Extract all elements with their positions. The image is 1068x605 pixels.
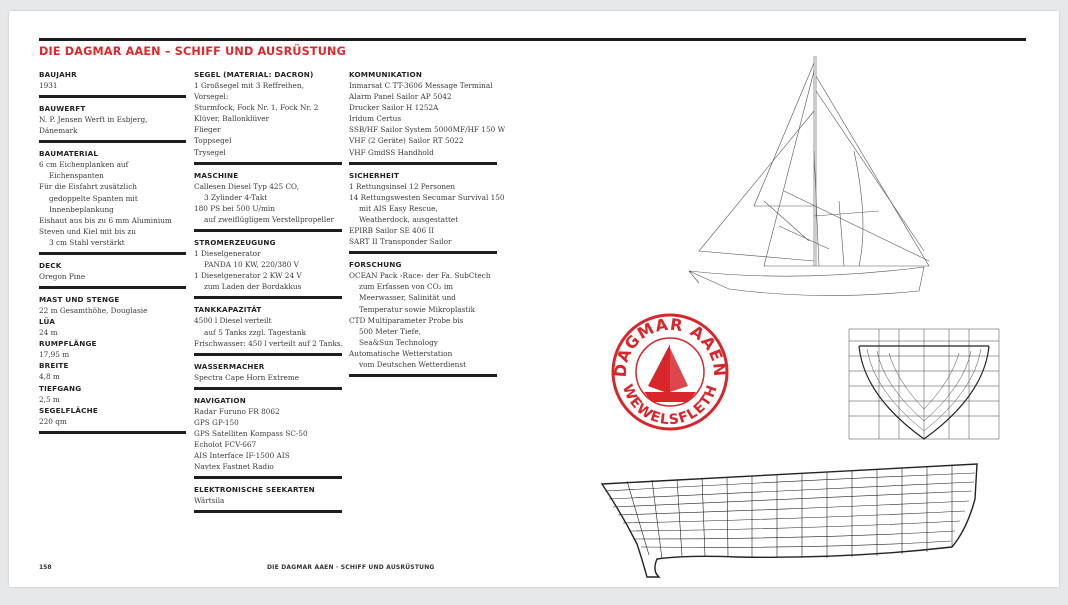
spec-line: Iridum Certus (349, 114, 402, 124)
stamp-top-text: DAGMAR AAEN (610, 314, 730, 378)
spec-heading: TIEFGANG (39, 383, 82, 393)
spec-line: Alarm Panel Sailor AP 5042 (349, 92, 452, 102)
spec-section-forschung (349, 259, 497, 377)
spec-heading: DECK (39, 261, 62, 271)
spec-line: 24 m (39, 328, 58, 338)
spec-column-2 (194, 69, 342, 518)
body-plan-drawing (819, 321, 1014, 451)
stamp-bottom-text: WEWELSFLETH (618, 382, 721, 429)
spec-line: 1 Großsegel mit 3 Reffreihen, (194, 81, 304, 90)
section-divider (349, 251, 497, 254)
spec-line: Wärtsila (194, 496, 225, 506)
section-divider (194, 476, 342, 479)
spec-line: Navtex Fastnet Radio (194, 462, 274, 472)
section-divider (39, 252, 186, 255)
spec-section-stromerzeugung (194, 237, 342, 299)
spec-line: N. P. Jensen Werft in Esbjerg, (39, 115, 148, 125)
section-divider (39, 95, 186, 98)
section-divider (194, 296, 342, 299)
section-divider (39, 286, 186, 289)
spec-line: Toppsegel (194, 136, 232, 146)
spec-heading: ELEKTRONISCHE SEEKARTEN (194, 485, 315, 495)
spec-line: CTD Multiparameter Probe bis (349, 315, 464, 325)
spec-heading: BREITE (39, 361, 69, 371)
spec-line: VHF GmdSS Handhold (349, 147, 434, 157)
section-divider (349, 162, 497, 165)
spec-line: 1931 (39, 81, 58, 90)
spec-line: 220 qm (39, 416, 67, 426)
spec-line: 14 Rettungswesten Secumar Survival 150 (349, 192, 505, 202)
spec-line: Weatherdock, ausgestattet (359, 214, 459, 224)
spec-line: SSB/HF Sailor System 5000MF/HF 150 W (349, 125, 506, 135)
spec-line: Radar Furuno FR 8062 (194, 406, 280, 416)
spec-line: 6 cm Eichenplanken auf (39, 160, 129, 170)
spec-heading: MASCHINE (194, 170, 239, 180)
spec-line: zum Laden der Bordakkus (204, 282, 302, 292)
section-divider (194, 353, 342, 356)
spec-section-segelfläche (39, 405, 186, 434)
spec-line: Innenbeplankung (49, 204, 114, 214)
spec-section-elektronische-seekarten (194, 484, 342, 513)
spec-heading: FORSCHUNG (349, 260, 402, 270)
spec-line: Vorsegel: (194, 92, 229, 102)
spec-column-3 (349, 69, 506, 382)
top-rule (39, 38, 1026, 41)
spec-heading: TANKKAPAZITÄT (194, 305, 262, 315)
spec-line: AIS Interface IF-1500 AIS (194, 451, 290, 461)
spec-heading: STROMERZEUGUNG (194, 238, 276, 248)
spec-line: Temperatur sowie Mikroplastik (359, 304, 476, 314)
spec-line: 3 cm Stahl verstärkt (49, 237, 125, 247)
spec-line: Echolot FCV-667 (194, 440, 257, 450)
spec-heading: LÜA (39, 317, 56, 327)
spec-line: 1 Dieselgenerator 2 KW 24 V (194, 271, 302, 281)
spec-line: EPIRB Sailor SE 406 II (349, 226, 435, 236)
spec-line: Steven und Kiel mit bis zu (39, 226, 136, 236)
section-divider (194, 510, 342, 513)
spec-line: Trysegel (194, 147, 226, 157)
spec-section-kommunikation (349, 69, 506, 165)
spec-section-navigation (194, 395, 342, 480)
spec-line: 1 Dieselgenerator (194, 249, 261, 259)
spec-line: 1 Rettungsinsel 12 Personen (349, 181, 456, 191)
spec-heading: NAVIGATION (194, 395, 246, 405)
spec-line: Klüver, Ballonklüver (194, 114, 270, 124)
spec-section-baumaterial (39, 148, 186, 255)
spec-line: Eishaut aus bis zu 6 mm Aluminium (39, 215, 172, 225)
page-title: DIE DAGMAR AAEN – SCHIFF UND AUSRÜSTUNG (39, 45, 346, 58)
spec-section-mast-und-stenge (39, 294, 186, 316)
spec-line: vom Deutschen Wetterdienst (359, 359, 467, 369)
spec-line: 4,8 m (39, 372, 60, 382)
spec-line: PANDA 10 KW, 220/380 V (204, 260, 299, 270)
spec-heading: BAUMATERIAL (39, 149, 99, 159)
spec-line: mit AIS Easy Rescue, (359, 203, 438, 213)
spec-heading: BAUWERFT (39, 104, 86, 114)
spec-section-maschine (194, 170, 342, 232)
spec-line: Inmarsat C TT-3606 Message Terminal (349, 81, 493, 90)
spec-section-tiefgang (39, 383, 186, 405)
spec-heading: SEGEL (MATERIAL: DACRON) (194, 70, 314, 79)
spec-section-tankkapazität (194, 304, 342, 355)
spec-line: GPS GP-150 (194, 417, 239, 427)
spec-line: SART II Transponder Sailor (349, 237, 452, 247)
lines-plan-drawing (597, 459, 992, 584)
spec-line: 2,5 m (39, 394, 60, 404)
spec-line: 500 Meter Tiefe, (359, 326, 421, 336)
section-divider (39, 431, 186, 434)
book-page (9, 11, 1059, 587)
spec-line: Sturmfock, Fock Nr. 1, Fock Nr. 2 (194, 103, 319, 113)
spec-line: Oregon Pine (39, 272, 86, 282)
spec-heading: SEGELFLÄCHE (39, 405, 98, 415)
spec-heading: WASSERMACHER (194, 361, 265, 371)
spec-section-wassermacher (194, 361, 342, 390)
spec-heading: RUMPFLÄNGE (39, 339, 97, 349)
spec-section-lüa (39, 316, 186, 338)
spec-line: GPS Satelliten Kompass SC-50 (194, 428, 308, 438)
spec-line: 17,95 m (39, 350, 70, 360)
spec-line: auf zweiflügligem Verstellpropeller (204, 214, 335, 224)
spec-line: Spectra Cape Horn Extreme (194, 372, 300, 382)
section-divider (349, 374, 497, 377)
section-divider (194, 229, 342, 232)
spec-line: Automatische Wetterstation (349, 348, 453, 358)
spec-line: zum Erfassen von CO₂ im (359, 282, 454, 292)
spec-line: OCEAN Pack ›Race‹ der Fa. SubCtech (349, 271, 491, 281)
spec-line: VHF (2 Geräte) Sailor RT 5022 (349, 136, 464, 146)
spec-line: Dänemark (39, 126, 78, 136)
spec-line: Eichenspanten (49, 171, 104, 181)
dagmar-aaen-stamp (604, 306, 734, 436)
spec-line: 22 m Gesamthöhe, Douglasie (39, 306, 148, 316)
spec-line: Drucker Sailor H 1252A (349, 103, 439, 113)
running-footer-title: DIE DAGMAR AAEN · SCHIFF UND AUSRÜSTUNG (267, 564, 435, 571)
spec-section-baujahr (39, 69, 186, 98)
section-divider (39, 140, 186, 143)
spec-heading: MAST UND STENGE (39, 295, 120, 305)
spec-line: 180 PS bei 500 U/min (194, 203, 275, 213)
spec-heading: BAUJAHR (39, 70, 77, 79)
spec-column-1 (39, 69, 186, 439)
spec-heading: KOMMUNIKATION (349, 70, 423, 79)
spec-section-deck (39, 260, 186, 289)
spec-section-sicherheit (349, 170, 505, 255)
spec-heading: SICHERHEIT (349, 170, 400, 180)
spec-section-breite (39, 360, 186, 382)
spec-line: 4500 l Diesel verteilt (194, 316, 272, 326)
spec-line: Sea&Sun Technology (359, 337, 438, 347)
section-divider (194, 387, 342, 390)
spec-section-segel-material-dacron (194, 69, 342, 165)
section-divider (194, 162, 342, 165)
spec-section-bauwerft (39, 103, 186, 143)
spec-line: gedoppelte Spanten mit (49, 193, 138, 203)
spec-line: Callesen Diesel Typ 425 CO, (194, 181, 299, 191)
spec-section-rumpflänge (39, 338, 186, 360)
page-number: 158 (39, 564, 52, 571)
spec-line: auf 5 Tanks zzgl. Tagestank (204, 327, 306, 337)
spec-line: Für die Eisfahrt zusätzlich (39, 182, 137, 192)
sail-plan-drawing (669, 51, 949, 311)
spec-line: Frischwasser: 450 l verteilt auf 2 Tanks. (194, 338, 343, 348)
spec-line: Meerwasser, Salinität und (359, 293, 456, 303)
spec-line: Flieger (194, 125, 221, 135)
spec-line: 3 Zylinder 4-Takt (204, 192, 268, 202)
